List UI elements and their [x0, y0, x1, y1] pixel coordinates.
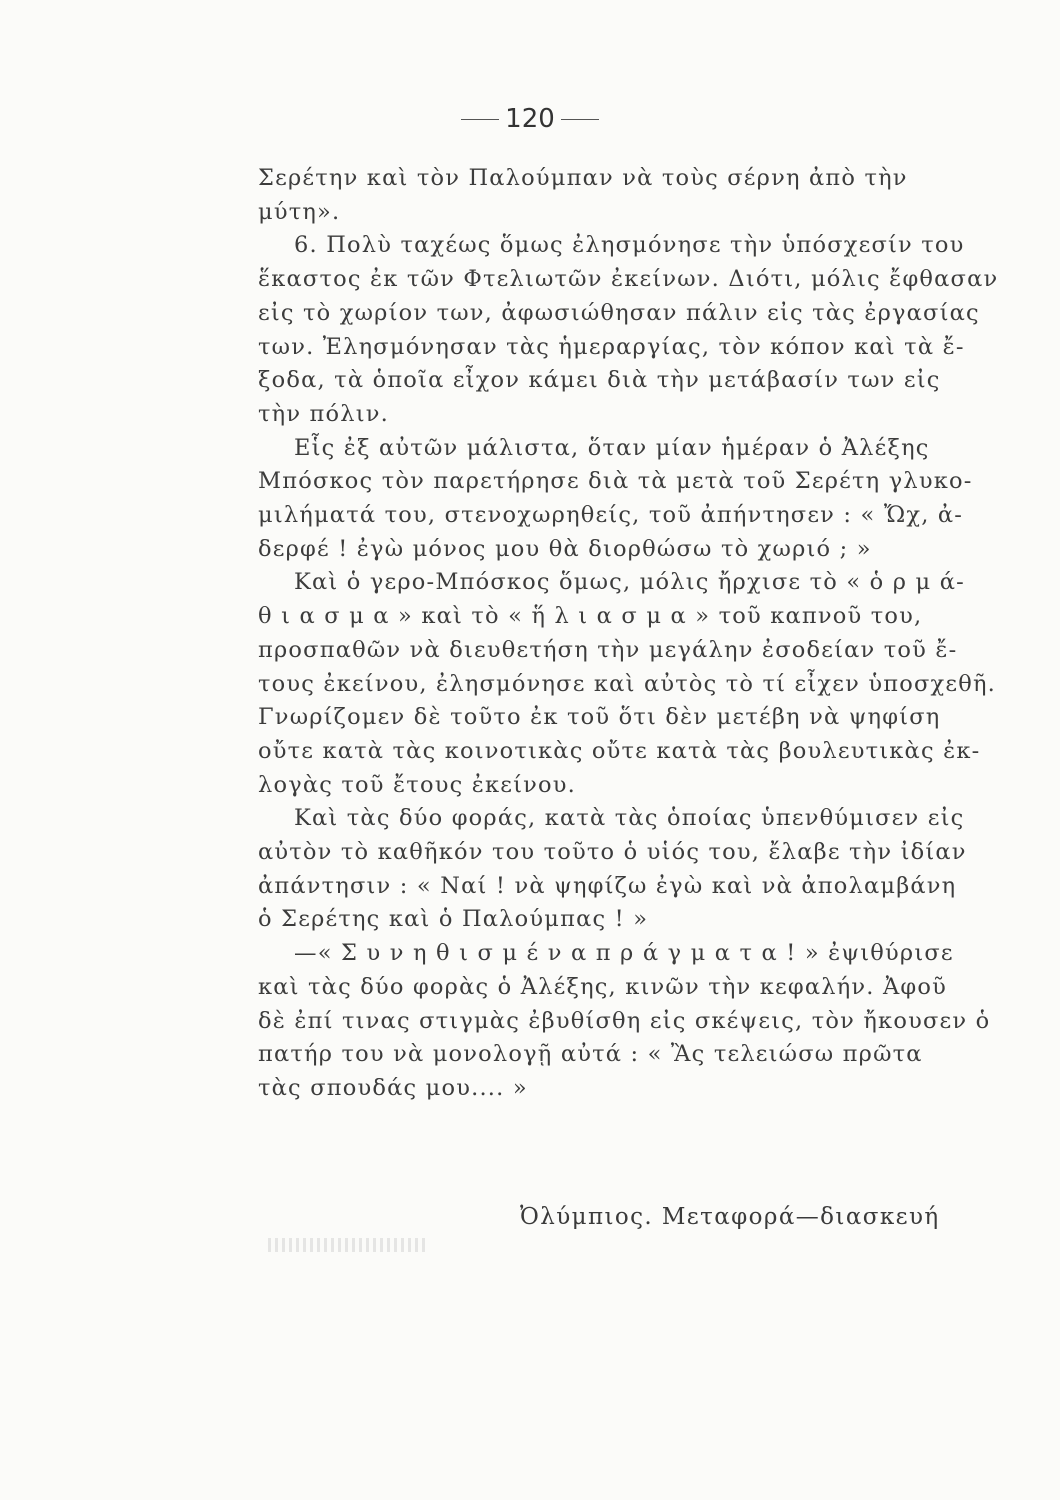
text-line: ἕκαστος ἐκ τῶν Φτελιωτῶν ἐκείνων. Διότι, μόλις ἔφθασαν: [258, 266, 999, 293]
text-line: λογὰς τοῦ ἔτους ἐκείνου.: [258, 771, 576, 798]
text-line: Εἷς ἐξ αὐτῶν μάλιστα, ὅταν μίαν ἡμέραν ὁ Ἀλέξης: [294, 434, 930, 461]
text-line: Γνωρίζομεν δὲ τοῦτο ἐκ τοῦ ὅτι δὲν μετέβη νὰ ψηφίση: [258, 704, 941, 731]
text-line: αὐτὸν τὸ καθῆκόν του τοῦτο ὁ υἱός του, ἔλαβε τὴν ἰδίαν: [258, 839, 967, 866]
text-line: τους ἐκείνου, ἐλησμόνησε καὶ αὐτὸς τὸ τί εἶχεν ὑποσχεθῆ.: [258, 670, 996, 697]
right-dash: [561, 119, 599, 120]
text-line: ξοδα, τὰ ὁποῖα εἶχον κάμει διὰ τὴν μετάβασίν των εἰς: [258, 367, 941, 394]
text-line: καὶ τὰς δύο φορὰς ὁ Ἀλέξης, κινῶν τὴν κεφαλήν. Ἀφοῦ: [258, 973, 947, 1000]
page-number-header: [0, 104, 1060, 134]
text-line: θ ι α σ μ α » καὶ τὸ « ἥ λ ι α σ μ α » τοῦ καπνοῦ του,: [258, 603, 923, 630]
text-line: μιλήματά του, στενοχωρηθείς, τοῦ ἀπήντησεν : « Ὤχ, ἀ-: [258, 502, 964, 529]
text-line: προσπαθῶν νὰ διευθετήση τὴν μεγάλην ἐσοδείαν τοῦ ἔ-: [258, 636, 958, 663]
text-line: των. Ἐλησμόνησαν τὰς ἡμεραργίας, τὸν κόπον καὶ τὰ ἔ-: [258, 333, 965, 360]
text-line: ὁ Σερέτης καὶ ὁ Παλούμπας ! »: [258, 906, 649, 933]
text-line: ἀπάντησιν : « Ναί ! νὰ ψηφίζω ἐγὼ καὶ νὰ ἀπολαμβάνη: [258, 872, 957, 899]
text-line: Μπόσκος τὸν παρετήρησε διὰ τὰ μετὰ τοῦ Σερέτη γλυκο-: [258, 468, 973, 495]
text-line: τὰς σπουδάς μου.... »: [258, 1074, 528, 1101]
author-signature: Ὀλύμπιος. Μεταφορά—διασκευή: [520, 1204, 940, 1230]
page-number: 120: [505, 104, 555, 134]
text-line: Καὶ ὁ γερο-Μπόσκος ὅμως, μόλις ἤρχισε τὸ « ὁ ρ μ ά-: [294, 569, 965, 596]
text-line: Σερέτην καὶ τὸν Παλούμπαν νὰ τοὺς σέρνη ἀπὸ τὴν: [258, 165, 908, 191]
text-line: πατήρ του νὰ μονολογῇ αὐτά : « Ἂς τελειώσω πρῶτα: [258, 1041, 923, 1068]
text-line: μύτη».: [258, 198, 341, 225]
text-line: εἰς τὸ χωρίον των, ἀφωσιώθησαν πάλιν εἰς τὰς ἐργασίας: [258, 299, 980, 326]
text-line: οὔτε κατὰ τὰς κοινοτικὰς οὔτε κατὰ τὰς βουλευτικὰς ἐκ-: [258, 737, 981, 764]
text-line: δερφέ ! ἐγὼ μόνος μου θὰ διορθώσω τὸ χωριό ; »: [258, 535, 872, 562]
text-line: δὲ ἐπί τινας στιγμὰς ἐβυθίσθη εἰς σκέψεις, τὸν ἤκουσεν ὁ: [258, 1007, 991, 1034]
text-line: —« Σ υ ν η θ ι σ μ έ ν α π ρ ά γ μ α τ α ! » ἐψιθύρισε: [294, 940, 954, 967]
text-line: Καὶ τὰς δύο φοράς, κατὰ τὰς ὁποίας ὑπενθύμισεν εἰς: [294, 805, 965, 832]
faint-rule-mark: [268, 1238, 428, 1252]
left-dash: [461, 119, 499, 120]
text-line: 6. Πολὺ ταχέως ὅμως ἐλησμόνησε τὴν ὑπόσχεσίν του: [294, 232, 965, 259]
body-text: [258, 162, 999, 1106]
text-line: τὴν πόλιν.: [258, 400, 390, 427]
